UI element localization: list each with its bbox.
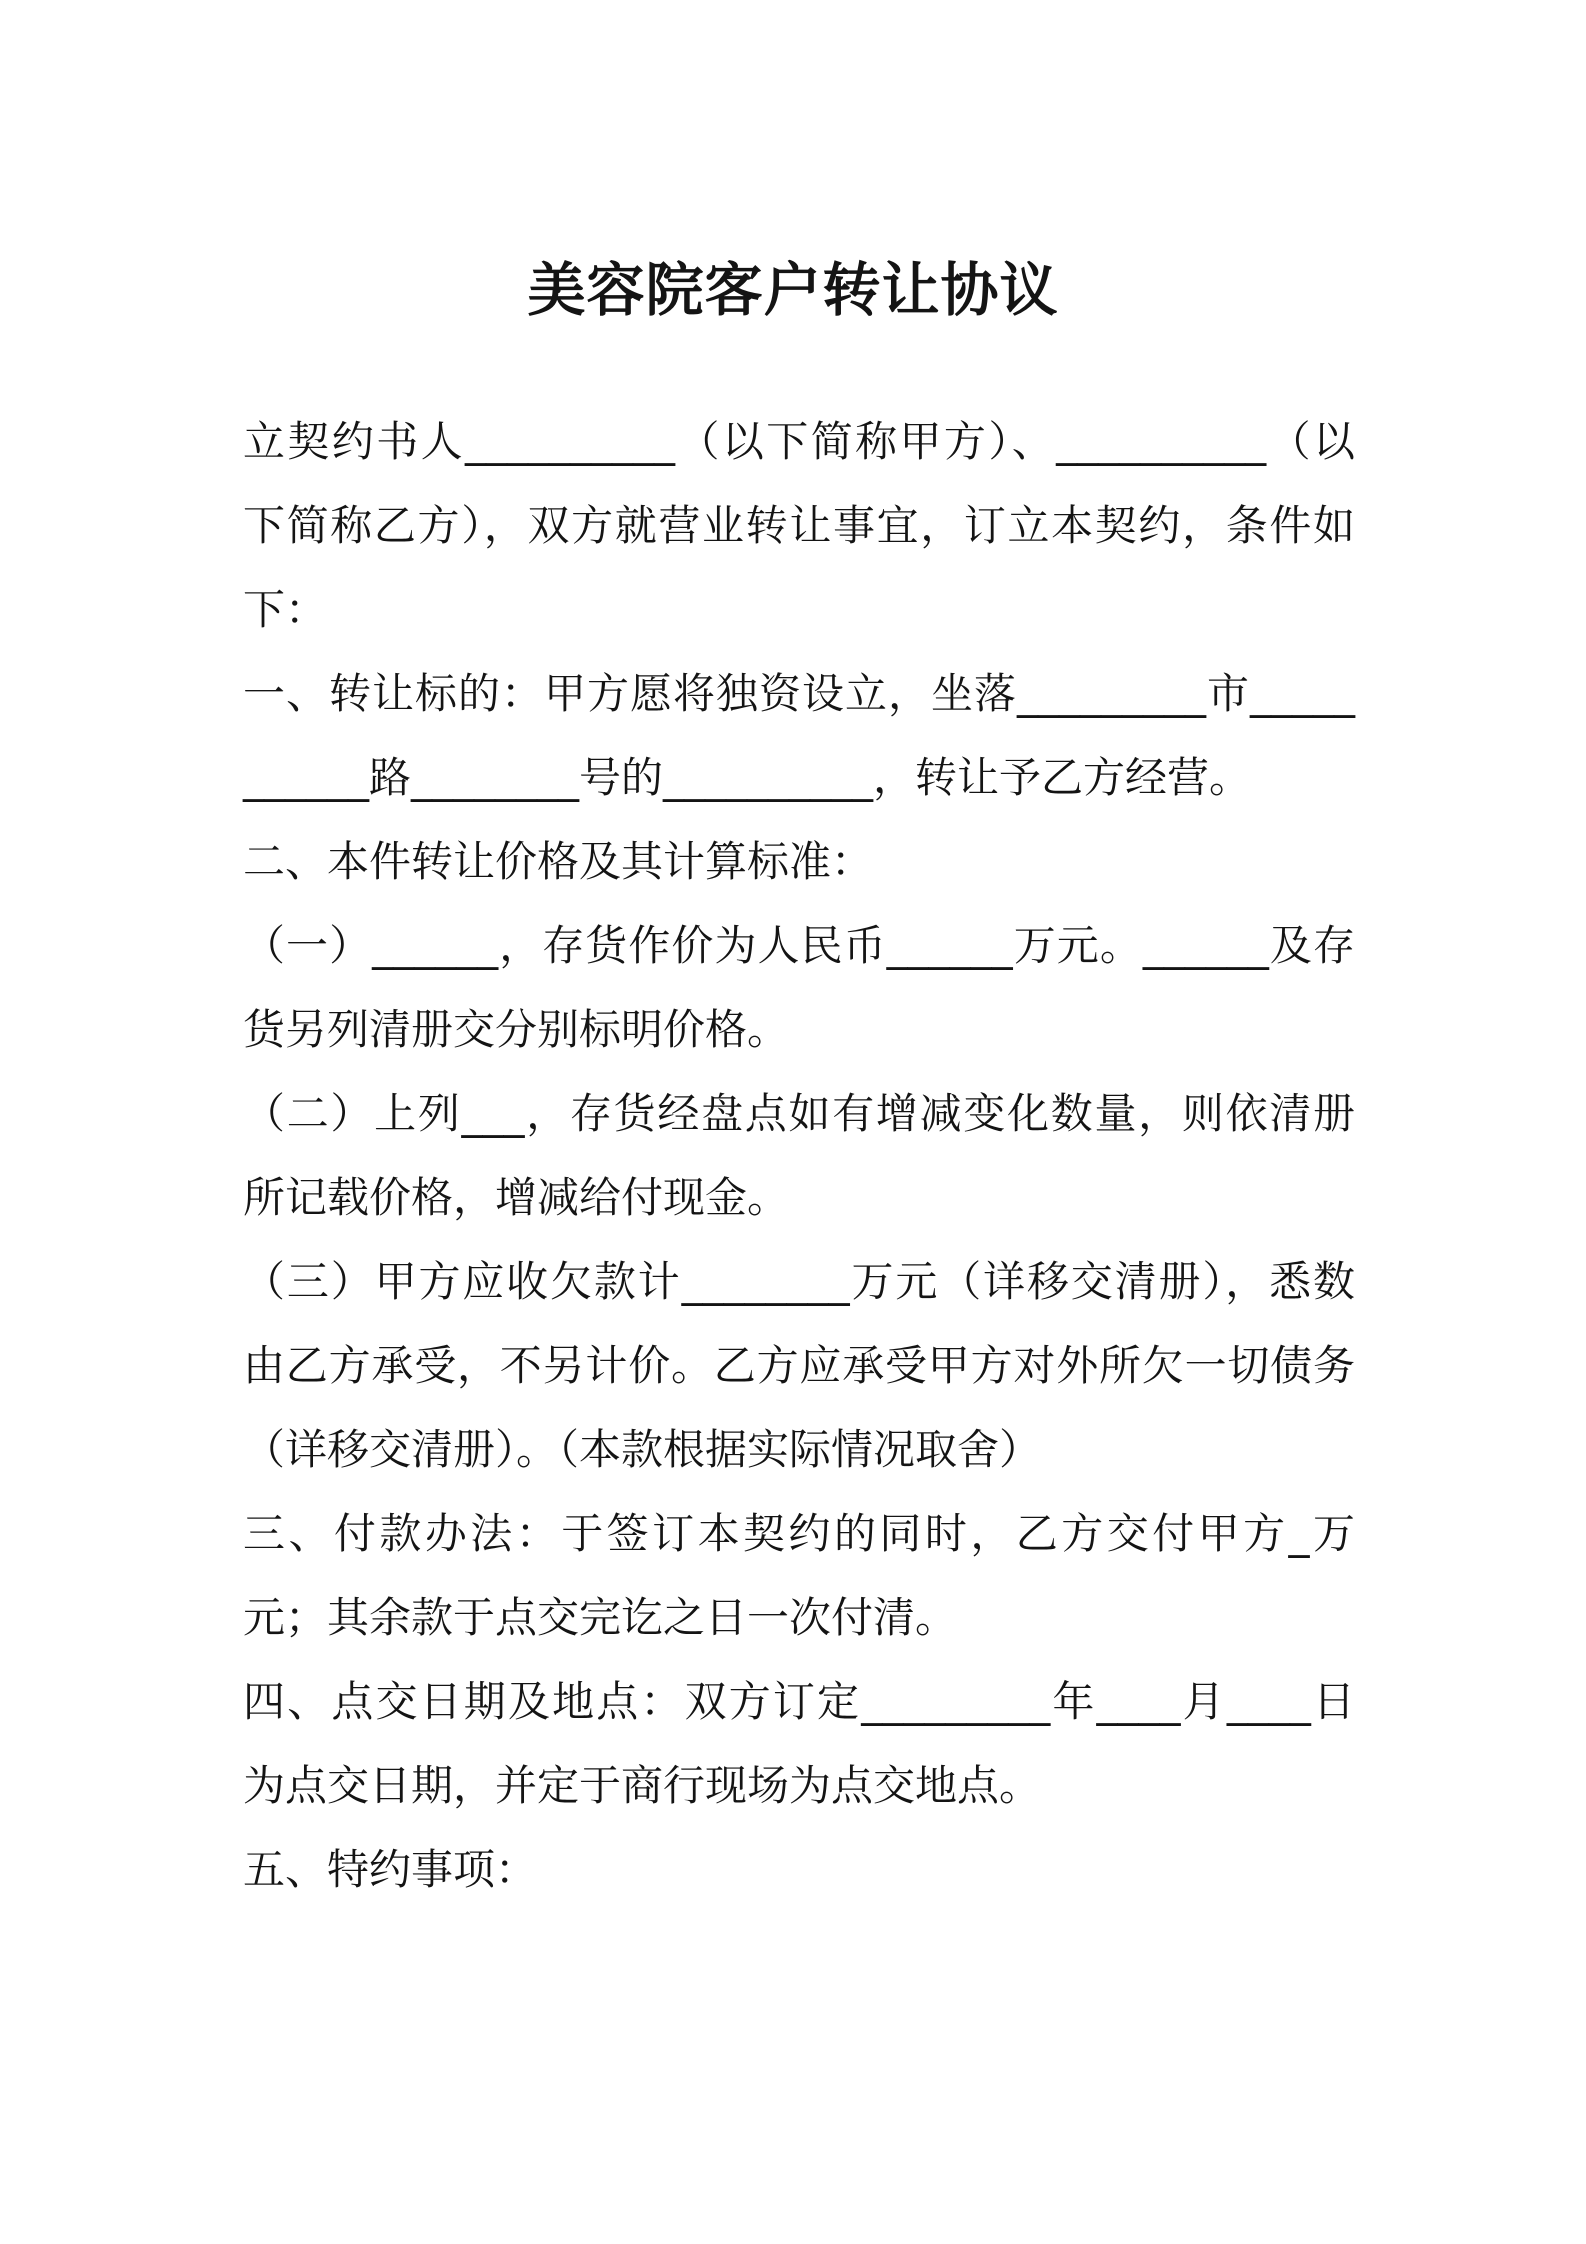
paragraph-clause-2-2: （二）上列___，存货经盘点如有增减变化数量，则依清册所记载价格，增减给付现金。 bbox=[243, 1089, 1355, 1222]
paragraph-parties: 立契约书人__________（以下简称甲方）、__________（以下简称乙方），双方就营业转让事宜，订立本契约，条件如下： bbox=[243, 417, 1355, 634]
document-title: 美容院客户转让协议 bbox=[527, 256, 1059, 324]
paragraph-clause-5: 五、特约事项： bbox=[243, 1845, 538, 1894]
paragraph-clause-1: 一、转让标的：甲方愿将独资设立，坐落_________市___________路________号的__________，转让予乙方经营。 bbox=[243, 669, 1355, 802]
paragraph-clause-2-1: （一）______，存货作价为人民币______万元。______及存货另列清册交分别标明价格。 bbox=[243, 921, 1355, 1054]
paragraph-clause-2-3: （三）甲方应收欠款计________万元（详移交清册），悉数由乙方承受，不另计价。乙方应承受甲方对外所欠一切债务（详移交清册）。（本款根据实际情况取舍） bbox=[243, 1257, 1355, 1474]
document-body bbox=[243, 400, 1355, 1912]
paragraph-clause-3: 三、付款办法：于签订本契约的同时，乙方交付甲方_万元；其余款于点交完讫之日一次付清。 bbox=[243, 1509, 1355, 1642]
paragraph-clause-4: 四、点交日期及地点：双方订定_________年____月____日为点交日期，并定于商行现场为点交地点。 bbox=[243, 1677, 1355, 1810]
paragraph-clause-2: 二、本件转让价格及其计算标准： bbox=[243, 837, 874, 886]
